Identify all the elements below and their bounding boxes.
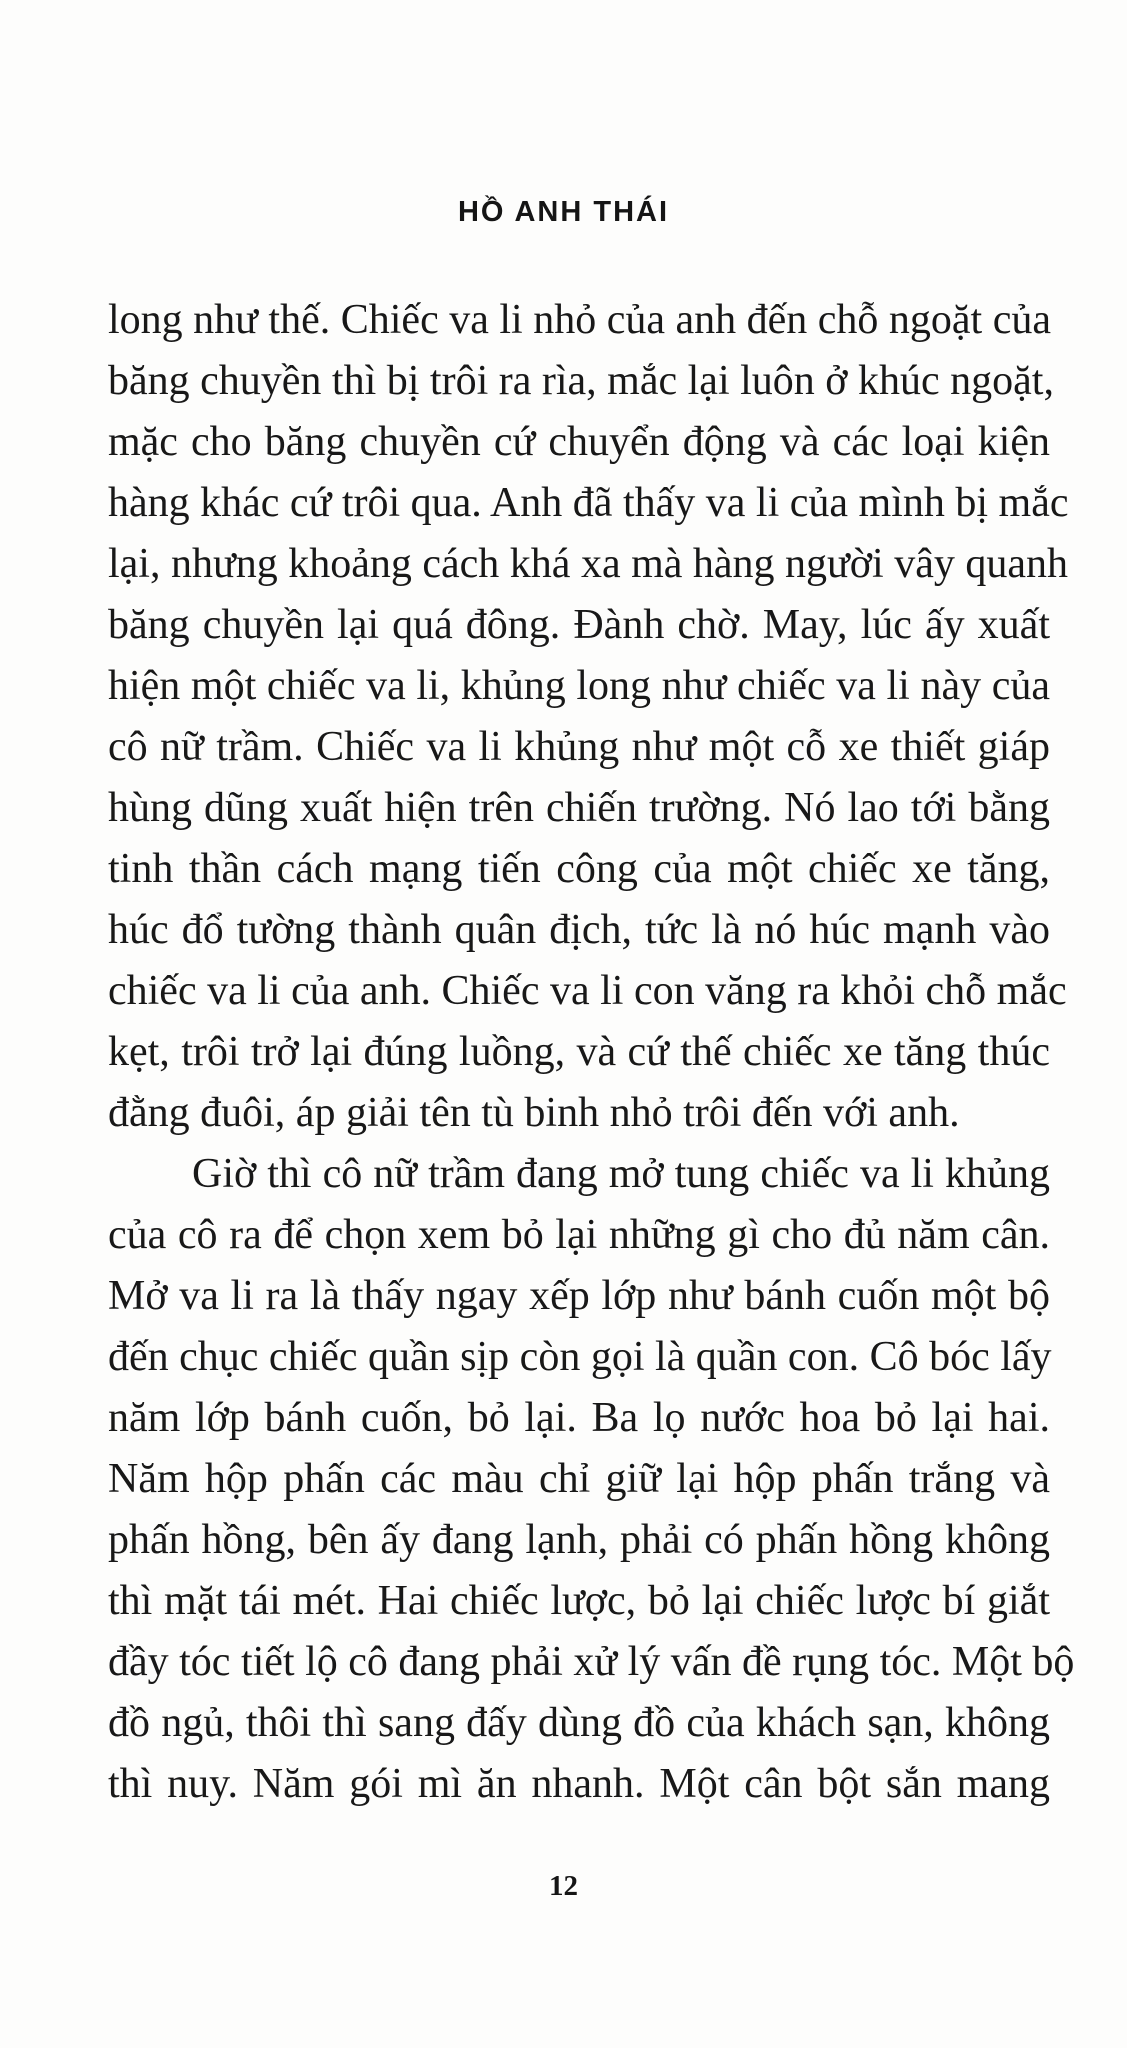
- text-line: Năm hộp phấn các màu chỉ giữ lại hộp phấn trắng và: [108, 1456, 1050, 1502]
- text-line: đến chục chiếc quần sịp còn gọi là quần con. Cô bóc lấy: [108, 1334, 1052, 1380]
- text-line: tinh thần cách mạng tiến công của một chiếc xe tăng,: [108, 846, 1050, 892]
- text-line: hiện một chiếc va li, khủng long như chiếc va li này của: [108, 663, 1050, 709]
- text-line: hàng khác cứ trôi qua. Anh đã thấy va li của mình bị mắc: [108, 480, 1069, 526]
- text-line: cô nữ trầm. Chiếc va li khủng như một cỗ xe thiết giáp: [108, 724, 1050, 770]
- text-line: của cô ra để chọn xem bỏ lại những gì cho đủ năm cân.: [108, 1212, 1050, 1258]
- text-line: hùng dũng xuất hiện trên chiến trường. Nó lao tới bằng: [108, 785, 1050, 831]
- text-line: Mở va li ra là thấy ngay xếp lớp như bánh cuốn một bộ: [108, 1273, 1050, 1319]
- text-line: Giờ thì cô nữ trầm đang mở tung chiếc va li khủng: [192, 1151, 1050, 1197]
- text-line: băng chuyền thì bị trôi ra rìa, mắc lại luôn ở khúc ngoặt,: [108, 358, 1054, 404]
- text-line: năm lớp bánh cuốn, bỏ lại. Ba lọ nước hoa bỏ lại hai.: [108, 1395, 1050, 1441]
- text-line: kẹt, trôi trở lại đúng luồng, và cứ thế chiếc xe tăng thúc: [108, 1029, 1050, 1075]
- text-line: băng chuyền lại quá đông. Đành chờ. May, lúc ấy xuất: [108, 602, 1050, 648]
- text-line: thì nuy. Năm gói mì ăn nhanh. Một cân bột sắn mang: [108, 1761, 1050, 1807]
- text-line: lại, nhưng khoảng cách khá xa mà hàng người vây quanh: [108, 541, 1068, 587]
- text-line: húc đổ tường thành quân địch, tức là nó húc mạnh vào: [108, 907, 1050, 953]
- text-line: đầy tóc tiết lộ cô đang phải xử lý vấn đề rụng tóc. Một bộ: [108, 1639, 1075, 1685]
- body-text: [108, 290, 1075, 1815]
- text-line: chiếc va li của anh. Chiếc va li con văng ra khỏi chỗ mắc: [108, 968, 1067, 1014]
- page-number: 12: [549, 1870, 578, 1902]
- running-head-author: HỒ ANH THÁI: [457, 196, 670, 228]
- text-line: đồ ngủ, thôi thì sang đấy dùng đồ của khách sạn, không: [108, 1700, 1050, 1746]
- text-line: thì mặt tái mét. Hai chiếc lược, bỏ lại chiếc lược bí giắt: [108, 1578, 1050, 1624]
- text-line: mặc cho băng chuyền cứ chuyển động và các loại kiện: [108, 419, 1050, 465]
- text-line: phấn hồng, bên ấy đang lạnh, phải có phấn hồng không: [108, 1517, 1050, 1563]
- text-line: đằng đuôi, áp giải tên tù binh nhỏ trôi đến với anh.: [108, 1090, 960, 1136]
- text-line: long như thế. Chiếc va li nhỏ của anh đến chỗ ngoặt của: [108, 297, 1051, 343]
